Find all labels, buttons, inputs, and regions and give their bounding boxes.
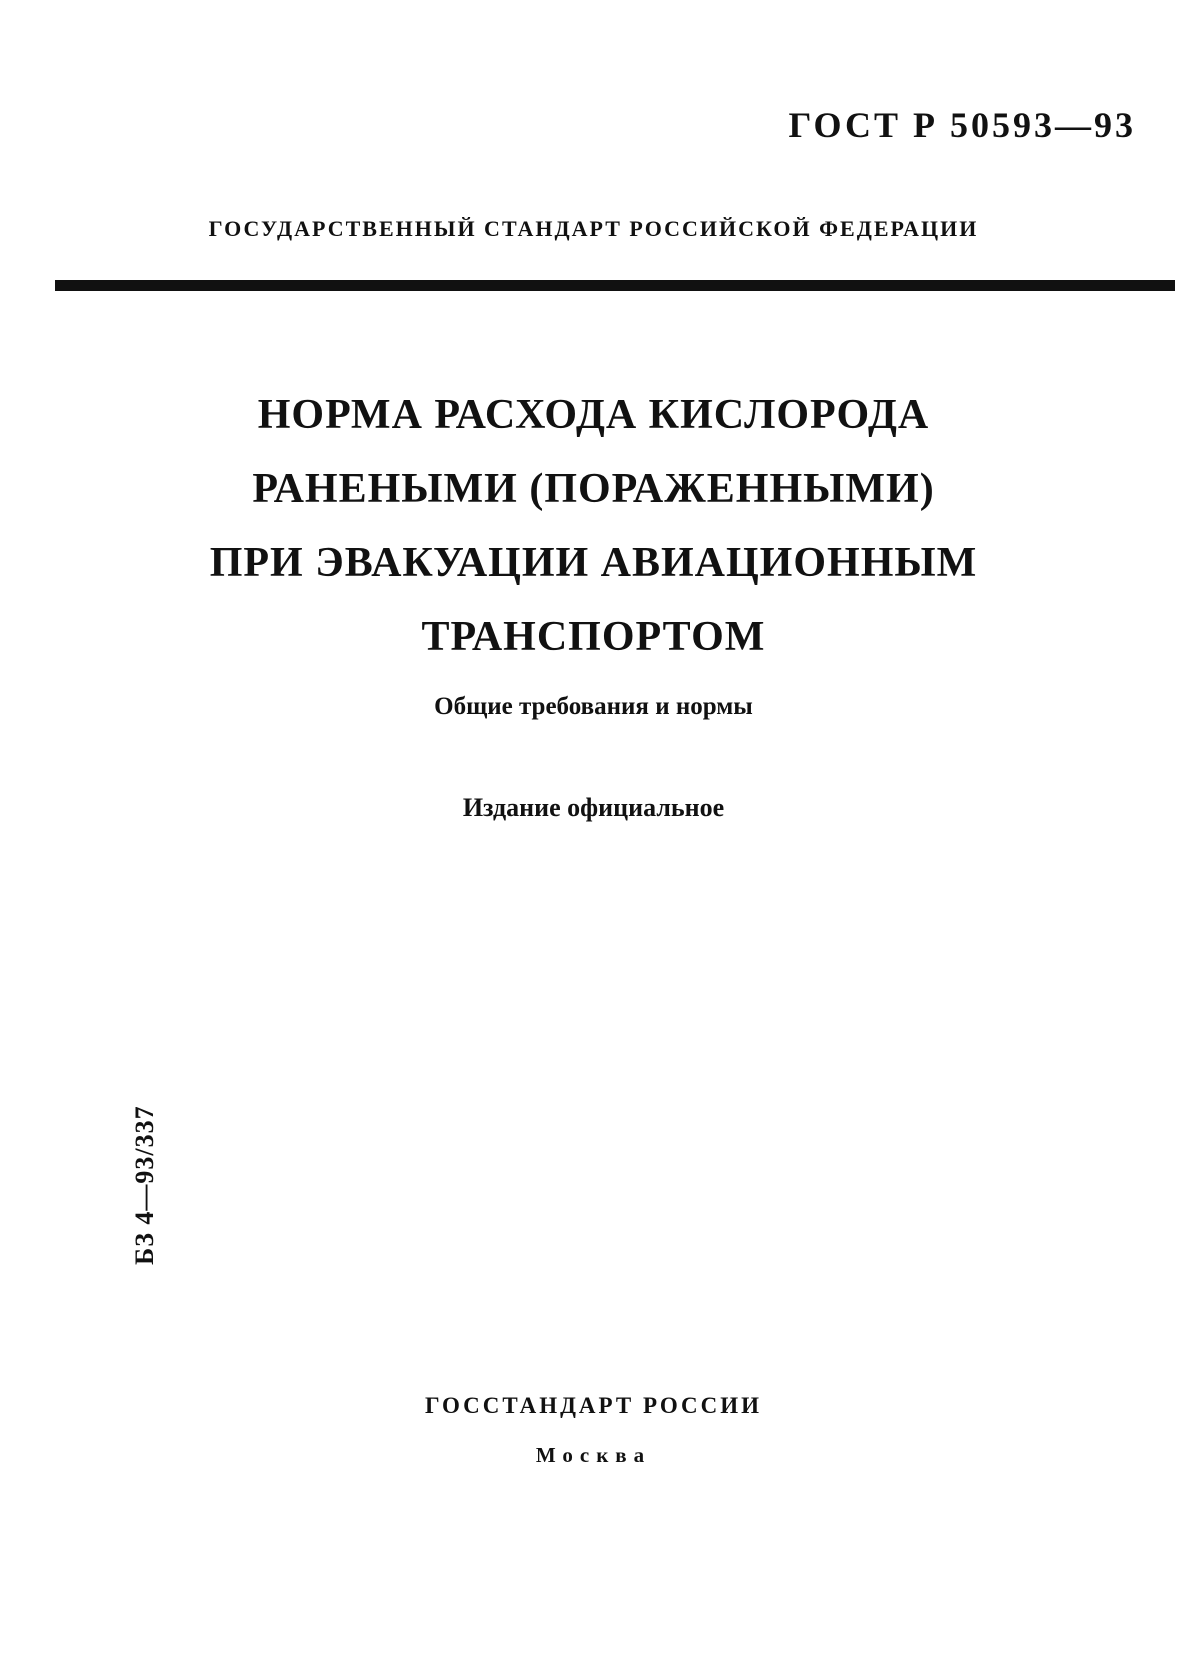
header-rule [55, 280, 1175, 291]
title-line: ПРИ ЭВАКУАЦИИ АВИАЦИОННЫМ [209, 540, 978, 586]
title-line: РАНЕНЫМИ (ПОРАЖЕННЫМИ) [252, 466, 935, 512]
gost-code: ГОСТ Р 50593—93 [788, 105, 1136, 145]
document-subtitle: Общие требования и нормы [434, 693, 753, 720]
side-catalog-code: БЗ 4—93/337 [130, 1105, 159, 1265]
publication-city: Москва [535, 1443, 652, 1467]
title-line: НОРМА РАСХОДА КИСЛОРОДА [257, 392, 930, 438]
document-title [0, 378, 1187, 674]
standard-header: ГОСУДАРСТВЕННЫЙ СТАНДАРТ РОССИЙСКОЙ ФЕДЕРАЦИИ [208, 216, 979, 241]
edition-note: Издание официальное [462, 793, 725, 822]
title-line: ТРАНСПОРТОМ [421, 614, 766, 660]
publisher: ГОССТАНДАРТ РОССИИ [424, 1393, 763, 1418]
